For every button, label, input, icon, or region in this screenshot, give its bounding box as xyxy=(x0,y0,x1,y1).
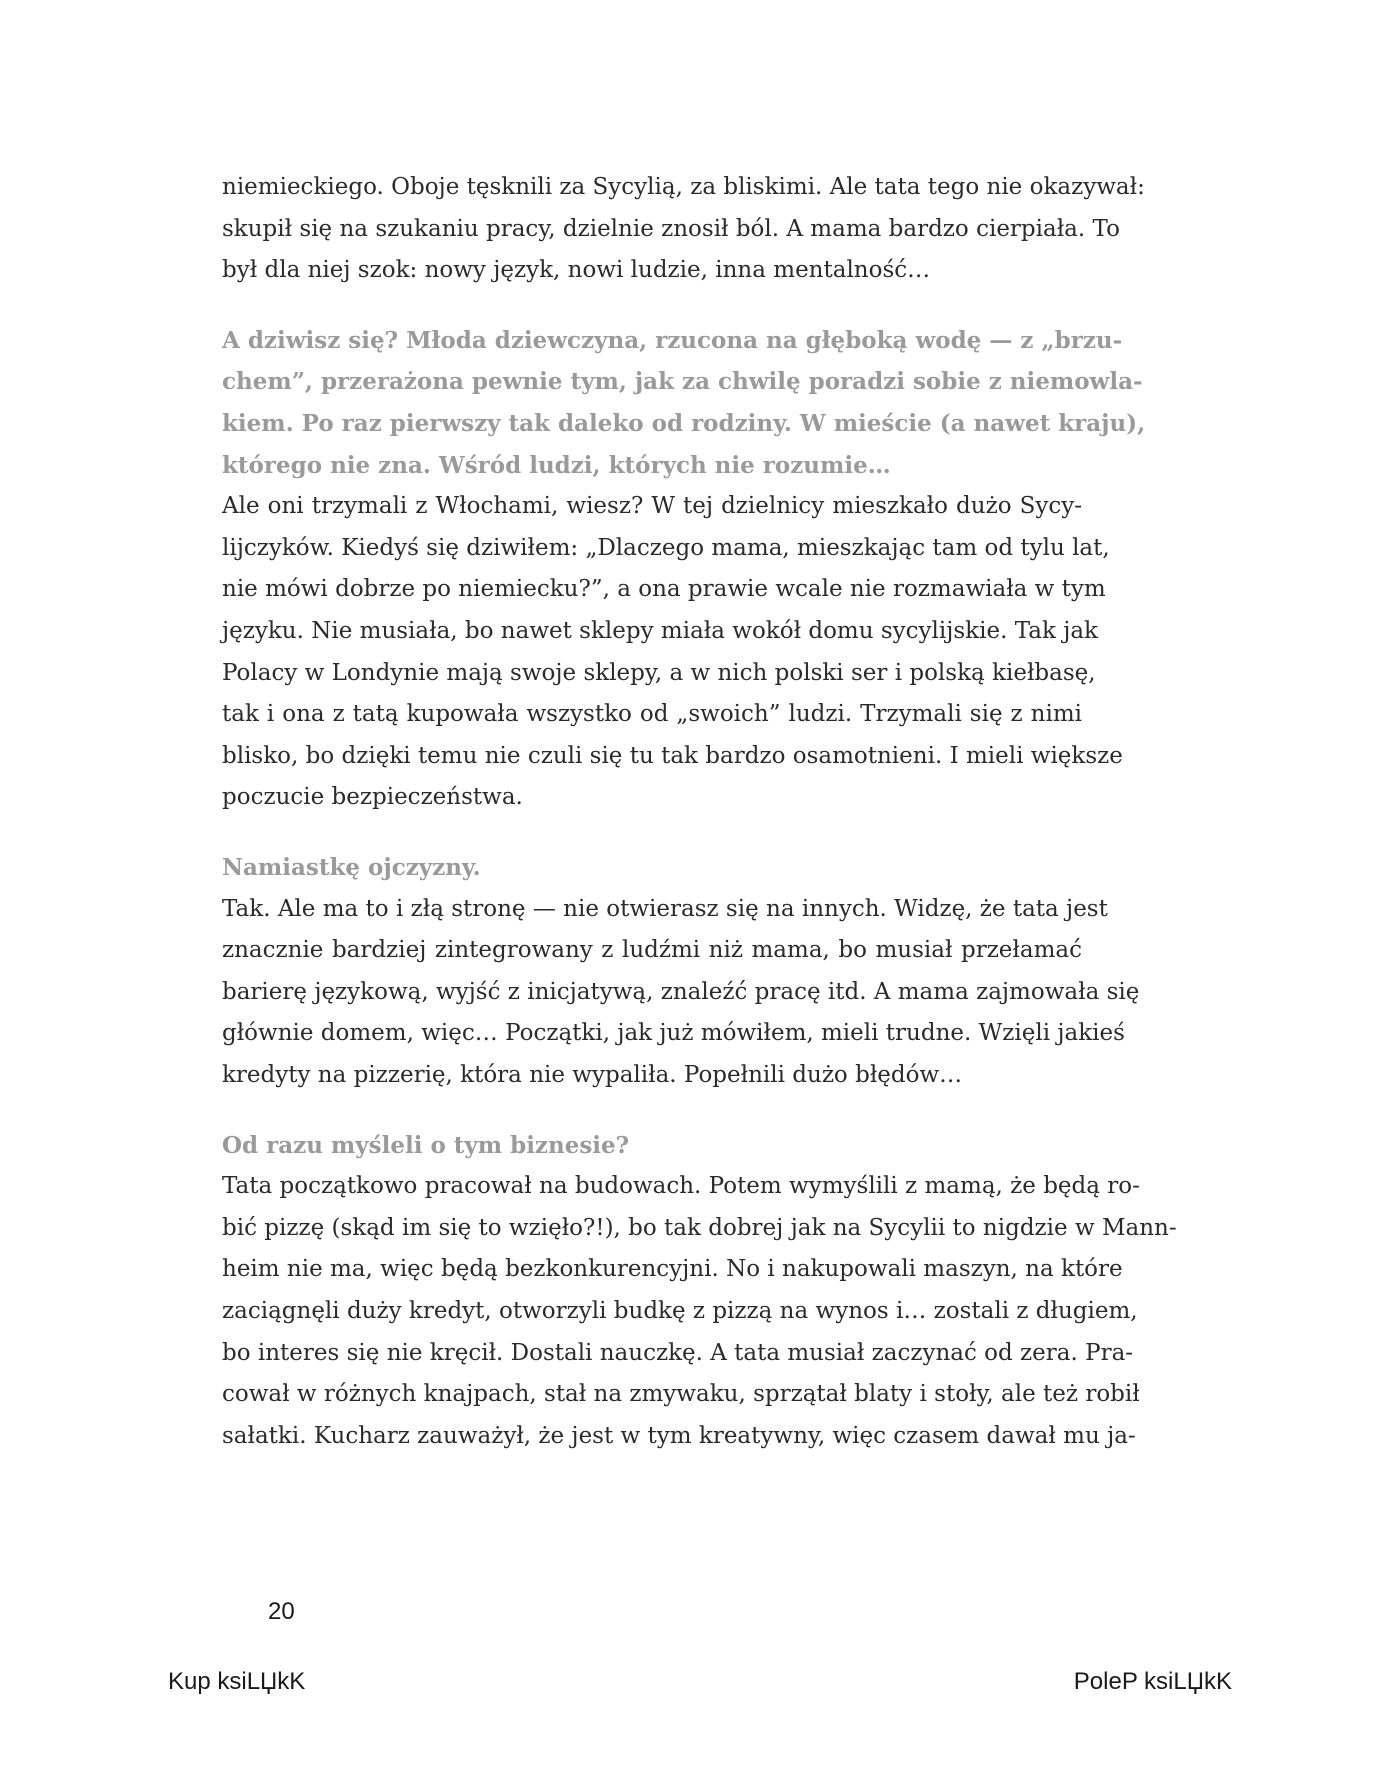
interview-question xyxy=(222,1125,1082,1167)
interview-question xyxy=(222,847,1082,889)
text-line: sałatki. Kucharz zauważył, że jest w tym kreatywny, więc czasem dawał mu ja- xyxy=(222,1422,1136,1449)
text-line: poczucie bezpieczeństwa. xyxy=(222,784,523,811)
text-line: tak i ona z tatą kupowała wszystko od „swoich” ludzi. Trzymali się z nimi xyxy=(222,701,1082,728)
text-line: kiem. Po raz pierwszy tak daleko od rodziny. W mieście (a nawet kraju), xyxy=(222,409,1146,437)
text-line: heim nie ma, więc będą bezkonkurencyjni. No i nakupowali maszyn, na które xyxy=(222,1256,1123,1283)
interview-answer xyxy=(222,167,1145,292)
interview-question xyxy=(222,320,1146,486)
text-line: Tata początkowo pracował na budowach. Potem wymyślili z mamą, że będą ro- xyxy=(222,1173,1140,1200)
buy-book-link[interactable]: Kup ksiLЏkK xyxy=(168,1668,306,1695)
text-line: nie mówi dobrze po niemiecku?”, a ona prawie wcale nie rozmawiała w tym xyxy=(222,576,1106,603)
text-line: którego nie zna. Wśród ludzi, których nie rozumie… xyxy=(222,451,891,479)
text-line: cował w różnych knajpach, stał na zmywaku, sprzątał blaty i stoły, ale też robił xyxy=(222,1381,1140,1408)
text-line: zaciągnęli duży kredyt, otworzyli budkę z pizzą na wynos i… zostali z długiem, xyxy=(222,1297,1138,1324)
page-number: 20 xyxy=(268,1598,295,1625)
text-line: Od razu myśleli o tym biznesie? xyxy=(222,1131,630,1159)
text-line: A dziwisz się? Młoda dziewczyna, rzucona na głęboką wodę — z „brzu- xyxy=(222,326,1123,354)
text-line: niemieckiego. Oboje tęsknili za Sycylią, za bliskimi. Ale tata tego nie okazywał: xyxy=(222,174,1145,200)
recommend-book-link[interactable]: PoleP ksiLЏkK xyxy=(1073,1668,1232,1695)
text-line: Polacy w Londynie mają swoje sklepy, a w nich polski ser i polską kiełbasę, xyxy=(222,659,1096,686)
text-line: Ale oni trzymali z Włochami, wiesz? W tej dzielnicy mieszkało dużo Sycy- xyxy=(222,493,1082,520)
text-line: kredyty na pizzerię, która nie wypaliła. Popełnili dużo błędów… xyxy=(222,1061,963,1088)
footer-recommend-book[interactable] xyxy=(1074,1668,1232,1696)
text-line: bo interes się nie kręcił. Dostali nauczkę. A tata musiał zaczynać od zera. Pra- xyxy=(222,1339,1134,1366)
interview-answer xyxy=(222,1166,1177,1457)
text-line: znacznie bardziej zintegrowany z ludźmi niż mama, bo musiał przełamać xyxy=(222,937,1082,964)
interview-answer xyxy=(222,486,1123,819)
text-line: Tak. Ale ma to i złą stronę — nie otwierasz się na innych. Widzę, że tata jest xyxy=(222,895,1108,922)
interview-answer xyxy=(222,889,1140,1097)
text-line: języku. Nie musiała, bo nawet sklepy miała wokół domu sycylijskie. Tak jak xyxy=(222,617,1098,644)
text-line: był dla niej szok: nowy język, nowi ludzie, inna mentalność… xyxy=(222,257,931,284)
text-line: blisko, bo dzięki temu nie czuli się tu tak bardzo osamotnieni. I mieli większe xyxy=(222,742,1123,769)
footer-buy-book[interactable] xyxy=(168,1668,305,1696)
text-line: barierę językową, wyjść z inicjatywą, znaleźć pracę itd. A mama zajmowała się xyxy=(222,978,1140,1005)
text-line: skupił się na szukaniu pracy, dzielnie znosił ból. A mama bardzo cierpiała. To xyxy=(222,215,1120,242)
text-line: lijczyków. Kiedyś się dziwiłem: „Dlaczego mama, mieszkając tam od tylu lat, xyxy=(222,534,1110,561)
text-line: Namiastkę ojczyzny. xyxy=(222,854,481,881)
text-line: chem”, przerażona pewnie tym, jak za chwilę poradzi sobie z niemowla- xyxy=(222,368,1143,396)
text-line: głównie domem, więc… Początki, jak już mówiłem, mieli trudne. Wzięli jakieś xyxy=(222,1020,1125,1047)
text-line: bić pizzę (skąd im się to wzięło?!), bo tak dobrej jak na Sycylii to nigdzie w Mann- xyxy=(222,1214,1177,1241)
